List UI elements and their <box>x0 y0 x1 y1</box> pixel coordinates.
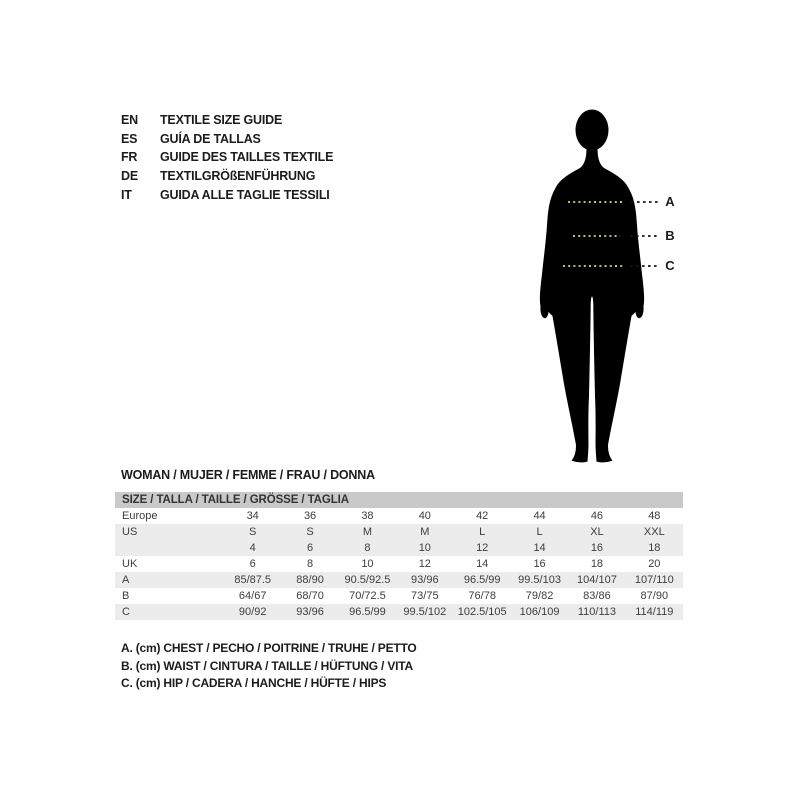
table-row-europe <box>115 508 683 524</box>
table-cell: 96.5/99 <box>463 574 501 586</box>
table-cell: 16 <box>533 558 546 570</box>
table-row-waist <box>115 588 683 604</box>
table-cell: 106/109 <box>519 606 560 618</box>
guide-title: TEXTILGRÖßENFÜHRUNG <box>160 169 316 184</box>
row-label: A <box>122 574 130 586</box>
language-code: EN <box>121 113 138 128</box>
table-row-uk <box>115 556 683 572</box>
table-cell: 99.5/102 <box>403 606 447 618</box>
row-label: C <box>122 606 130 618</box>
table-cell: 87/90 <box>640 590 669 602</box>
woman-silhouette <box>535 108 675 468</box>
guide-title: GUIDA ALLE TAGLIE TESSILI <box>160 187 330 202</box>
table-cell: 8 <box>307 558 314 570</box>
table-cell: XXL <box>643 526 665 538</box>
language-row-de <box>121 167 333 186</box>
language-row-es <box>121 130 333 149</box>
table-row-us <box>115 524 683 540</box>
table-cell: 8 <box>364 542 371 554</box>
guide-title: GUIDE DES TAILLES TEXTILE <box>160 150 334 165</box>
table-cell: 102.5/105 <box>457 606 507 618</box>
guide-title: GUÍA DE TALLAS <box>160 131 261 146</box>
table-cell: 114/119 <box>635 606 674 618</box>
table-cell: 93/96 <box>411 574 439 586</box>
table-cell: 16 <box>590 542 604 554</box>
legend-line-chest: A. (cm) CHEST / PECHO / POITRINE / TRUHE / PETTO <box>121 641 417 655</box>
table-cell: 38 <box>361 510 374 522</box>
size-table <box>115 492 683 620</box>
table-cell: 104/107 <box>577 574 617 586</box>
legend-line-hip: C. (cm) HIP / CADERA / HANCHE / HÜFTE / HIPS <box>121 676 387 690</box>
table-cell: 96.5/99 <box>349 606 386 618</box>
language-code: IT <box>121 187 132 202</box>
table-cell: 83/86 <box>583 590 611 602</box>
table-cell: 107/110 <box>634 574 674 586</box>
table-cell: 70/72.5 <box>349 590 386 602</box>
silhouette-head <box>576 110 609 151</box>
silhouette-body <box>540 148 644 462</box>
table-cell: 64/67 <box>238 590 267 602</box>
table-cell: 20 <box>648 558 661 570</box>
row-label <box>115 540 224 556</box>
table-cell: 99.5/103 <box>518 574 561 586</box>
table-cell: S <box>306 526 314 538</box>
table-cell: 12 <box>418 558 431 570</box>
table-row-hip <box>115 604 683 620</box>
table-cell: 68/70 <box>296 590 324 602</box>
marker-label-chest: A <box>665 194 675 209</box>
language-code: DE <box>121 169 138 184</box>
table-cell: 85/87.5 <box>234 574 272 586</box>
table-cell: 34 <box>246 510 259 522</box>
language-row-it <box>121 185 333 204</box>
row-label: UK <box>122 558 138 570</box>
table-row-us-numeric <box>115 540 683 556</box>
table-cell: 36 <box>303 510 317 522</box>
language-code: ES <box>121 131 138 146</box>
table-cell: M <box>420 526 430 538</box>
table-cell: 76/78 <box>468 590 496 602</box>
language-row-en <box>121 111 333 130</box>
table-cell: 12 <box>476 542 489 554</box>
table-cell: 10 <box>418 542 431 554</box>
table-cell: 14 <box>533 542 546 554</box>
row-label: US <box>122 526 138 538</box>
row-label: B <box>122 590 130 602</box>
measurement-legend <box>121 640 417 693</box>
table-cell: 93/96 <box>296 606 324 618</box>
table-cell: 88/90 <box>296 574 324 586</box>
table-cell: 42 <box>476 510 489 522</box>
table-cell: 40 <box>418 510 431 522</box>
language-list <box>121 111 333 204</box>
table-cell: 44 <box>533 510 546 522</box>
table-cell: L <box>536 526 543 538</box>
table-cell: 110/113 <box>577 606 616 618</box>
marker-label-waist: B <box>665 228 675 243</box>
legend-line-waist: B. (cm) WAIST / CINTURA / TAILLE / HÜFTUNG / VITA <box>121 658 413 673</box>
table-cell: 4 <box>249 542 256 554</box>
table-cell: M <box>362 526 373 538</box>
size-table-header: SIZE / TALLA / TAILLE / GRÖSSE / TAGLIA <box>115 492 683 508</box>
table-cell: S <box>249 526 257 538</box>
table-cell: 6 <box>307 542 314 554</box>
table-cell: 73/75 <box>411 590 439 602</box>
row-label: Europe <box>122 510 158 522</box>
table-cell: XL <box>590 526 604 538</box>
language-row-fr <box>121 148 333 167</box>
language-code: FR <box>121 150 138 165</box>
table-cell: 46 <box>590 510 604 522</box>
table-cell: 90.5/92.5 <box>344 574 391 586</box>
table-cell: 90/92 <box>238 606 267 618</box>
marker-label-hip: C <box>665 258 675 273</box>
guide-title: TEXTILE SIZE GUIDE <box>160 113 283 128</box>
section-title: WOMAN / MUJER / FEMME / FRAU / DONNA <box>121 468 375 482</box>
table-cell: L <box>479 526 486 538</box>
table-cell: 48 <box>648 510 661 522</box>
table-cell: 18 <box>590 558 604 570</box>
table-cell: 18 <box>648 542 661 554</box>
table-cell: 10 <box>361 558 374 570</box>
table-cell: 79/82 <box>525 590 554 602</box>
table-row-chest <box>115 572 683 588</box>
table-cell: 6 <box>249 558 256 570</box>
table-cell: 14 <box>476 558 489 570</box>
